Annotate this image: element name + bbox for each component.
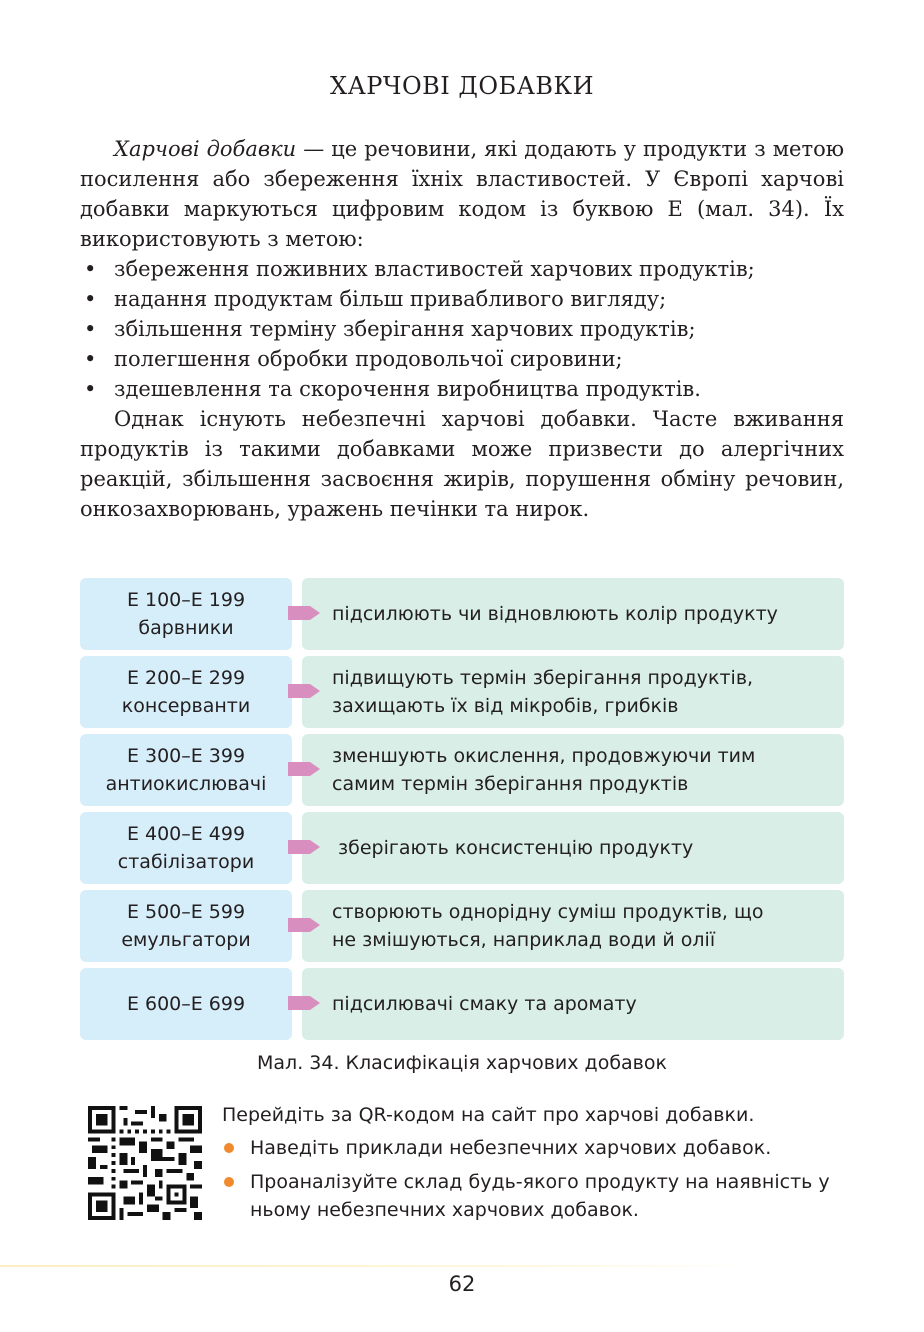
code-group: емульгатори [121,929,251,951]
main-text [80,134,844,524]
list-item [80,254,844,284]
classification-row [80,812,844,884]
qr-section [222,1100,852,1230]
bullet-icon: • [84,377,97,401]
page-title: ХАРЧОВІ ДОБАВКИ [329,72,595,100]
list-item [222,1134,852,1162]
code-range: Е 400–Е 499 [126,823,246,845]
orange-bullet-icon [224,1177,234,1187]
qr-code-icon[interactable] [88,1106,202,1220]
description-line: самим термін зберігання продуктів [332,773,689,795]
description-line: підвищують термін зберігання продуктів, [332,667,754,689]
classification-row [80,656,844,728]
intro-paragraph [80,134,844,254]
classification-row [80,734,844,806]
code-box [80,734,292,806]
list-item [80,344,844,374]
description-line: не змішуються, наприклад води й олії [332,929,716,951]
orange-bullet-icon [224,1143,234,1153]
purpose-list [80,254,844,404]
arrow-icon [288,838,320,856]
additives-classification-diagram [80,578,844,1046]
code-group: барвники [138,617,234,639]
bullet-icon: • [84,287,97,311]
qr-task-list [222,1134,852,1224]
intro-term: Харчові добавки [114,137,297,161]
list-item [80,374,844,404]
arrow-icon [288,994,320,1012]
description-box [302,812,844,884]
bullet-icon: • [84,317,97,341]
description-line: підсилювачі смаку та аромату [332,993,637,1015]
page-number: 62 [448,1272,476,1296]
description-line: створюють однорідну суміш продуктів, що [332,901,764,923]
classification-row [80,578,844,650]
list-item-text: Проаналізуйте склад будь-якого продукту на наявність у ньому небезпечних харчових добавок. [250,1171,830,1221]
list-item-text: збільшення терміну зберігання харчових продуктів; [114,317,696,341]
code-range: Е 200–Е 299 [126,667,246,689]
code-group: стабілізатори [117,851,255,873]
code-box [80,812,292,884]
description-box [302,656,844,728]
qr-lead-text: Перейдіть за QR-кодом на сайт про харчові добавки. [222,1104,755,1126]
description-line: зменшують окислення, продовжуючи тим [332,745,756,767]
arrow-icon [288,682,320,700]
arrow-icon [288,604,320,622]
code-box [80,578,292,650]
code-range: Е 600–Е 699 [126,993,246,1015]
arrow-icon [288,760,320,778]
figure-caption: Мал. 34. Класифікація харчових добавок [257,1052,667,1074]
bullet-icon: • [84,257,97,281]
footer-divider [0,1265,760,1267]
code-group: антиокислювачі [105,773,267,795]
list-item [80,314,844,344]
list-item-text: здешевлення та скорочення виробництва продуктів. [114,377,701,401]
code-box [80,968,292,1040]
list-item-text: надання продуктам більш привабливого вигляду; [114,287,667,311]
code-range: Е 500–Е 599 [126,901,246,923]
classification-row [80,890,844,962]
list-item-text: збереження поживних властивостей харчових продуктів; [114,257,755,281]
description-line: захищають їх від мікробів, грибків [332,695,679,717]
list-item [80,284,844,314]
list-item [222,1168,852,1224]
list-item-text: полегшення обробки продовольчої сировини; [114,347,623,371]
description-line: підсилюють чи відновлюють колір продукту [332,603,778,625]
description-box [302,578,844,650]
bullet-icon: • [84,347,97,371]
list-item-text: Наведіть приклади небезпечних харчових добавок. [250,1137,772,1159]
classification-row [80,968,844,1040]
code-range: Е 300–Е 399 [126,745,246,767]
code-group: консерванти [121,695,251,717]
description-box [302,734,844,806]
code-box [80,656,292,728]
description-line: зберігають консистенцію продукту [332,837,694,859]
description-box [302,968,844,1040]
code-range: Е 100–Е 199 [126,589,246,611]
description-box [302,890,844,962]
warning-paragraph: Однак існують небезпечні харчові добавки. Часте вживання продуктів із такими добавками може призвести до алергічних реакцій, збільшення засвоєння жирів, порушення обміну речовин, онкозахворювань, уражень печінки та нирок. [80,407,844,521]
intro-text: — це речовини, які додають у продукти з метою посилення або збереження їхніх властивостей. У Європі харчові добавки маркуються цифровим кодом із буквою Е (мал. 34). Їх використовують з метою: [80,137,845,251]
code-box [80,890,292,962]
arrow-icon [288,916,320,934]
